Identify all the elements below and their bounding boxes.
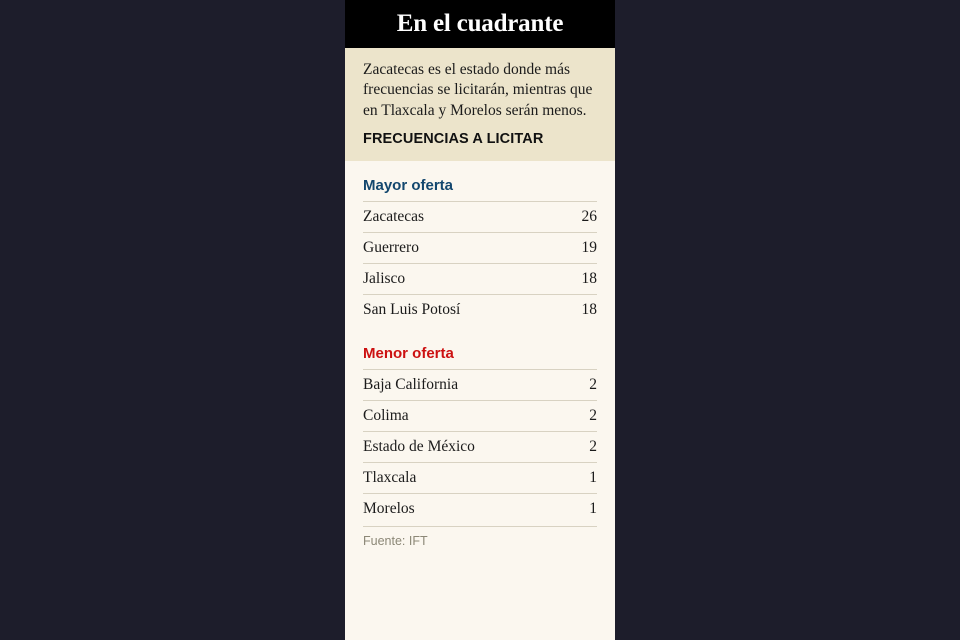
row-label: San Luis Potosí (363, 301, 461, 319)
row-label: Estado de México (363, 438, 475, 456)
list-mayor-oferta (363, 201, 597, 325)
row-value: 2 (589, 407, 597, 425)
row-value: 26 (581, 208, 597, 226)
row-value: 2 (589, 438, 597, 456)
list-item (363, 431, 597, 462)
row-value: 1 (589, 469, 597, 487)
row-label: Jalisco (363, 270, 406, 288)
row-label: Zacatecas (363, 208, 425, 226)
infographic-card (345, 0, 615, 640)
row-value: 18 (581, 270, 597, 288)
row-value: 18 (581, 301, 597, 319)
list-menor-oferta (363, 369, 597, 524)
row-value: 19 (581, 239, 597, 257)
list-item (363, 400, 597, 431)
intro-lede: Zacatecas es el estado donde más frecuencias se licitarán, mientras que en Tlaxcala y Morelos serán menos. (363, 61, 593, 119)
list-item (363, 493, 597, 524)
row-label: Guerrero (363, 239, 419, 257)
list-item (363, 263, 597, 294)
intro-block (345, 48, 615, 161)
card-header (345, 0, 615, 48)
row-label: Morelos (363, 500, 415, 518)
row-label: Baja California (363, 376, 459, 394)
card-body (345, 161, 615, 640)
list-item (363, 232, 597, 263)
row-value: 2 (589, 376, 597, 394)
row-value: 1 (589, 500, 597, 518)
intro-subhead: FRECUENCIAS A LICITAR (363, 131, 544, 148)
row-label: Colima (363, 407, 409, 425)
list-item (363, 462, 597, 493)
section-title-mayor-oferta: Mayor oferta (363, 177, 454, 195)
page-title: En el cuadrante (396, 10, 564, 37)
section-divider-space (363, 325, 597, 339)
section-title-menor-oferta: Menor oferta (363, 345, 454, 363)
row-label: Tlaxcala (363, 469, 417, 487)
list-item (363, 369, 597, 400)
source-note: Fuente: IFT (363, 526, 597, 548)
list-item (363, 201, 597, 232)
list-item (363, 294, 597, 325)
